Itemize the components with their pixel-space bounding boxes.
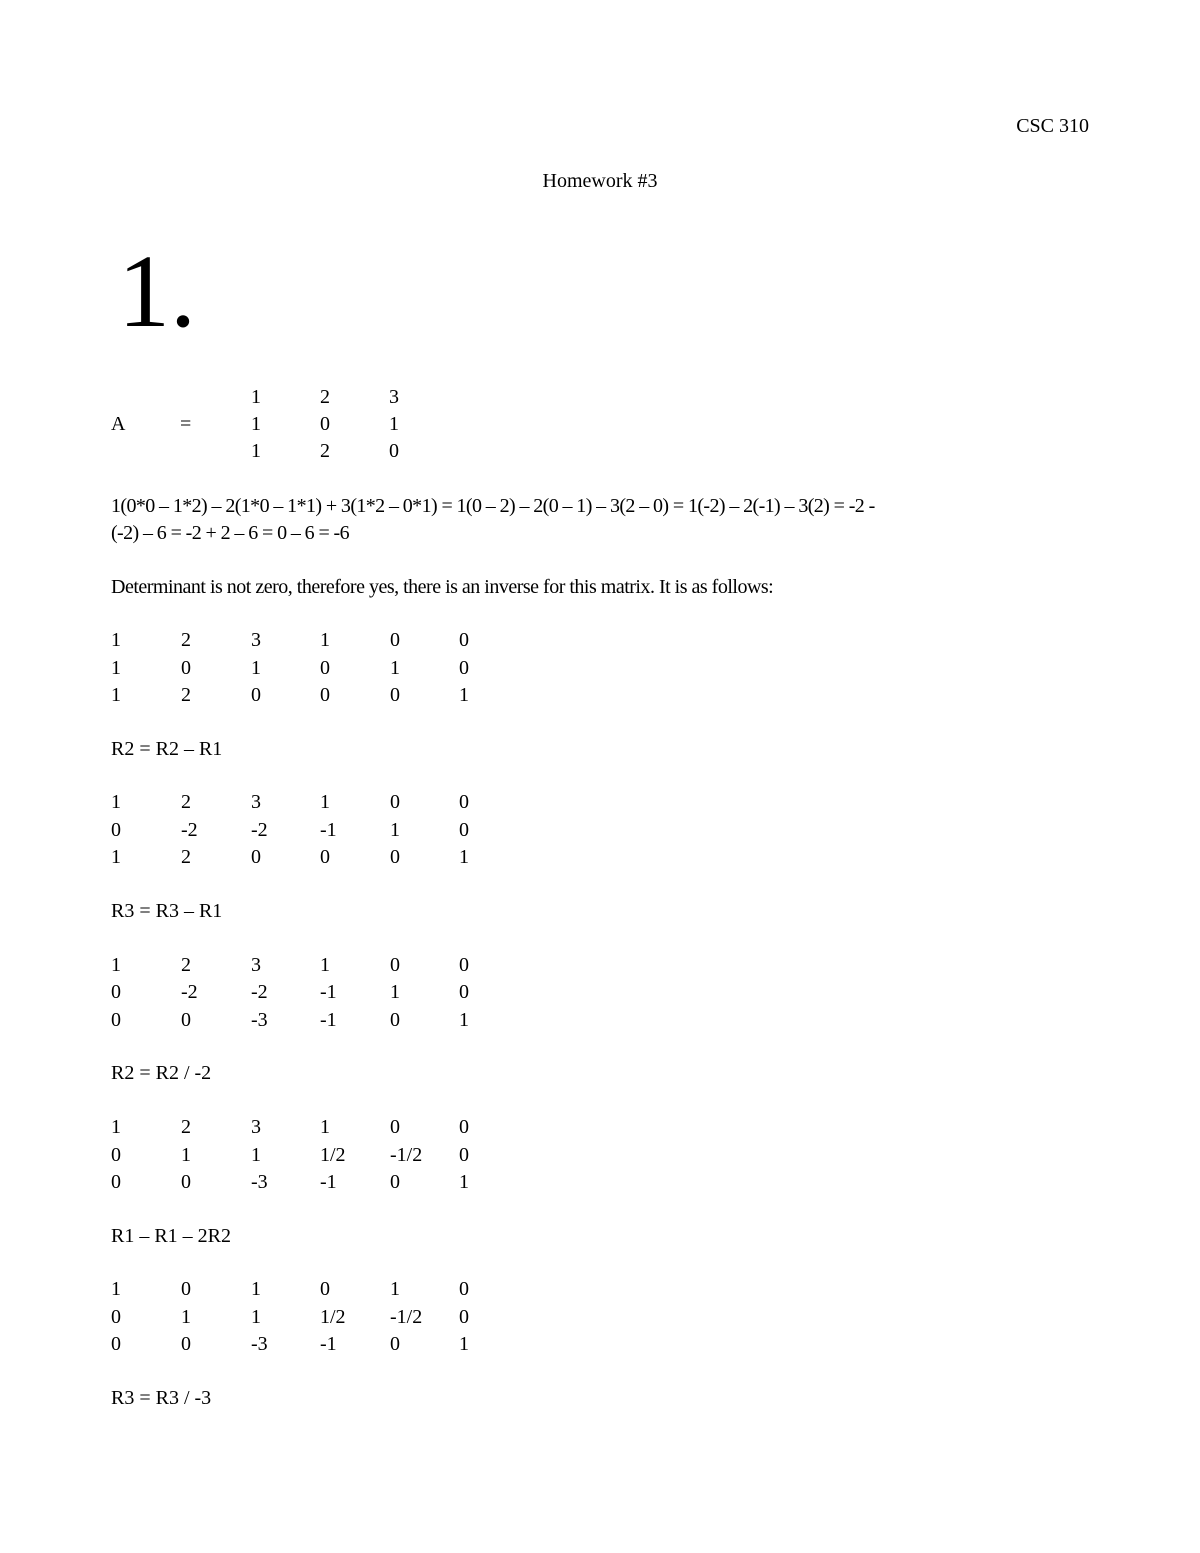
matrix-cell: 0 (390, 629, 400, 651)
matrix-cell: 0 (459, 981, 469, 1003)
document-title: Homework #3 (542, 170, 658, 192)
matrix-cell: 0 (390, 791, 400, 813)
matrix-cell: 0 (251, 684, 261, 706)
matrix-cell: 2 (181, 1116, 191, 1138)
matrix-cell: 0 (111, 1171, 121, 1193)
matrix-cell: 0 (111, 1009, 121, 1031)
matrix-label: A (111, 413, 126, 435)
matrix-cell: 1 (251, 1144, 261, 1166)
matrix-cell: 1 (251, 657, 261, 679)
matrix-cell: 1 (320, 954, 330, 976)
matrix-cell: 1 (459, 684, 469, 706)
matrix-cell: -3 (251, 1333, 268, 1355)
matrix-cell: -2 (181, 819, 198, 841)
matrix-cell: 3 (251, 1116, 261, 1138)
determinant-line-1: 1(0*0 – 1*2) – 2(1*0 – 1*1) + 3(1*2 – 0*1) = 1(0 – 2) – 2(0 – 1) – 3(2 – 0) = 1(-2) – 2(-1) – 3(2) = -2 - (111, 495, 875, 517)
matrix-cell: 1 (251, 386, 261, 408)
row-operation: R2 = R2 / -2 (111, 1062, 212, 1084)
matrix-cell: 0 (459, 1306, 469, 1328)
matrix-cell: 1 (459, 1333, 469, 1355)
matrix-cell: 1 (459, 1171, 469, 1193)
matrix-cell: 0 (459, 1278, 469, 1300)
matrix-cell: 0 (320, 413, 330, 435)
matrix-cell: 1 (181, 1144, 191, 1166)
matrix-cell: 1 (320, 1116, 330, 1138)
matrix-cell: 1 (251, 1278, 261, 1300)
matrix-cell: -1 (320, 819, 337, 841)
matrix-cell: 0 (111, 1333, 121, 1355)
matrix-cell: 0 (111, 1306, 121, 1328)
matrix-cell: 0 (390, 954, 400, 976)
matrix-cell: 1/2 (320, 1306, 346, 1328)
row-operation: R3 = R3 / -3 (111, 1387, 212, 1409)
matrix-cell: 1 (251, 1306, 261, 1328)
matrix-cell: -2 (251, 819, 268, 841)
matrix-cell: 0 (320, 1278, 330, 1300)
matrix-cell: 3 (251, 629, 261, 651)
matrix-cell: -1 (320, 1009, 337, 1031)
matrix-cell: 0 (320, 846, 330, 868)
problem-number: 1. (118, 234, 196, 349)
matrix-cell: 0 (111, 1144, 121, 1166)
matrix-cell: 1 (390, 657, 400, 679)
row-operation: R3 = R3 – R1 (111, 900, 223, 922)
matrix-cell: 1 (111, 791, 121, 813)
matrix-cell: 0 (390, 684, 400, 706)
matrix-cell: 0 (459, 629, 469, 651)
matrix-cell: -2 (181, 981, 198, 1003)
matrix-cell: -3 (251, 1009, 268, 1031)
matrix-cell: 1 (390, 819, 400, 841)
matrix-cell: 0 (251, 846, 261, 868)
matrix-cell: 2 (181, 846, 191, 868)
matrix-cell: 0 (181, 1333, 191, 1355)
matrix-cell: 1 (390, 981, 400, 1003)
matrix-cell: -3 (251, 1171, 268, 1193)
matrix-cell: 3 (389, 386, 399, 408)
matrix-cell: 1 (389, 413, 399, 435)
matrix-cell: 0 (320, 657, 330, 679)
matrix-cell: 1 (459, 1009, 469, 1031)
matrix-cell: 0 (390, 1333, 400, 1355)
matrix-cell: 0 (390, 846, 400, 868)
matrix-cell: 1 (111, 1278, 121, 1300)
matrix-cell: 2 (181, 629, 191, 651)
matrix-cell: 0 (459, 1144, 469, 1166)
course-code: CSC 310 (1016, 115, 1089, 137)
matrix-cell: 0 (390, 1171, 400, 1193)
matrix-cell: 0 (320, 684, 330, 706)
matrix-cell: 3 (251, 954, 261, 976)
matrix-cell: 1 (111, 657, 121, 679)
matrix-cell: 1/2 (320, 1144, 346, 1166)
matrix-cell: 2 (181, 684, 191, 706)
matrix-cell: -1 (320, 981, 337, 1003)
matrix-cell: 0 (390, 1116, 400, 1138)
matrix-cell: 1 (111, 629, 121, 651)
matrix-cell: 1 (111, 846, 121, 868)
equals-sign: = (180, 413, 192, 435)
matrix-cell: 0 (111, 819, 121, 841)
matrix-cell: 1 (251, 413, 261, 435)
matrix-cell: 2 (320, 440, 330, 462)
matrix-cell: 1 (181, 1306, 191, 1328)
determinant-conclusion: Determinant is not zero, therefore yes, there is an inverse for this matrix. It is as follows: (111, 576, 774, 598)
matrix-cell: 0 (389, 440, 399, 462)
matrix-cell: -1/2 (390, 1144, 423, 1166)
matrix-cell: 1 (111, 684, 121, 706)
matrix-cell: 0 (111, 981, 121, 1003)
matrix-cell: 0 (181, 1278, 191, 1300)
matrix-cell: 1 (111, 1116, 121, 1138)
matrix-cell: 2 (181, 791, 191, 813)
row-operation: R2 = R2 – R1 (111, 738, 223, 760)
matrix-cell: 0 (459, 819, 469, 841)
matrix-cell: 1 (320, 791, 330, 813)
matrix-cell: 2 (181, 954, 191, 976)
matrix-cell: -2 (251, 981, 268, 1003)
matrix-cell: 1 (459, 846, 469, 868)
matrix-cell: 2 (320, 386, 330, 408)
matrix-cell: 1 (251, 440, 261, 462)
row-operation: R1 – R1 – 2R2 (111, 1225, 232, 1247)
matrix-cell: 0 (459, 657, 469, 679)
matrix-cell: 0 (181, 657, 191, 679)
matrix-cell: 0 (459, 1116, 469, 1138)
matrix-cell: 0 (181, 1171, 191, 1193)
matrix-cell: 0 (459, 954, 469, 976)
matrix-cell: -1 (320, 1171, 337, 1193)
matrix-cell: 1 (111, 954, 121, 976)
matrix-cell: -1/2 (390, 1306, 423, 1328)
matrix-cell: 1 (390, 1278, 400, 1300)
matrix-cell: 0 (459, 791, 469, 813)
matrix-cell: 0 (390, 1009, 400, 1031)
matrix-cell: 3 (251, 791, 261, 813)
matrix-cell: 1 (320, 629, 330, 651)
matrix-cell: -1 (320, 1333, 337, 1355)
matrix-cell: 0 (181, 1009, 191, 1031)
determinant-line-2: (-2) – 6 = -2 + 2 – 6 = 0 – 6 = -6 (111, 522, 350, 544)
